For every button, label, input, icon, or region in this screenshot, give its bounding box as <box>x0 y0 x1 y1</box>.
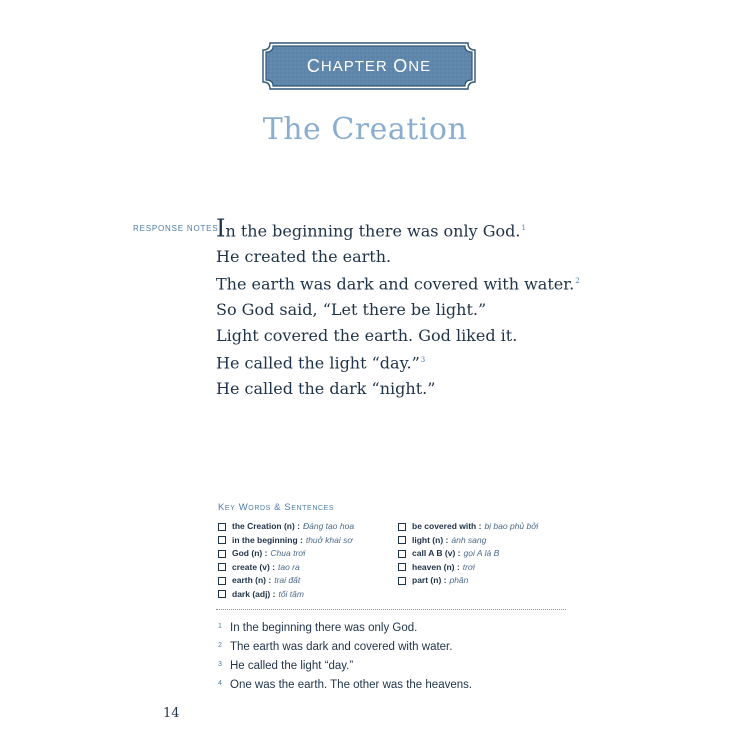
chapter-banner <box>262 42 476 90</box>
key-word-translation: tối tăm <box>278 588 304 599</box>
key-words-right-column <box>398 520 538 588</box>
footnote-number: 2 <box>218 642 222 649</box>
footnote-marker: 1 <box>521 224 526 232</box>
key-word-term: create (v) : <box>232 561 275 572</box>
footnote-text: The earth was dark and covered with water. <box>230 641 453 653</box>
checkbox[interactable] <box>218 563 226 571</box>
key-word-term: light (n) : <box>412 534 449 545</box>
footnote-text: One was the earth. The other was the heavens. <box>230 679 473 691</box>
chapter-initial-2: O <box>393 55 409 76</box>
checkbox[interactable] <box>398 577 406 585</box>
key-word-term: be covered with : <box>412 521 482 531</box>
passage-line <box>216 244 596 270</box>
footnote-marker: 2 <box>575 277 580 286</box>
passage-line-text: n the beginning there was only God. <box>225 221 521 241</box>
footnote-marker: 3 <box>420 356 426 365</box>
footnote-text: In the beginning there was only God. <box>230 622 418 634</box>
chapter-word-2: NE <box>408 57 432 75</box>
checkbox[interactable] <box>398 550 406 558</box>
passage-line-text: Light covered the earth. God liked it. <box>216 325 518 345</box>
chapter-initial-1: C <box>306 55 321 76</box>
key-word-item <box>218 574 354 588</box>
passage-line <box>216 297 596 323</box>
key-word-translation: thuở khai sơ <box>305 534 353 545</box>
footnote-number: 1 <box>218 623 222 630</box>
response-notes-label: RESPONSE NOTES <box>133 224 219 233</box>
key-word-item <box>218 561 354 575</box>
footnotes <box>218 619 472 695</box>
key-word-item <box>398 574 538 588</box>
key-word-item <box>398 561 538 575</box>
key-words-heading: Key Words & Sentences <box>218 502 335 513</box>
page-number: 14 <box>163 706 180 721</box>
footnote-item <box>218 657 472 676</box>
passage-line-text: He called the dark “night.” <box>216 378 436 398</box>
dotted-divider <box>216 609 566 610</box>
passage-line-text: He created the earth. <box>216 246 392 266</box>
passage-line-text: The earth was dark and covered with water. <box>216 274 575 294</box>
footnote-item <box>218 619 472 638</box>
drop-cap: I <box>216 214 226 243</box>
key-word-term: dark (adj) : <box>232 588 276 599</box>
passage-line <box>216 269 596 297</box>
passage-line-text: He called the light “day.” <box>216 353 420 373</box>
footnote-item <box>218 638 472 657</box>
checkbox[interactable] <box>398 523 406 531</box>
key-word-term: part (n) : <box>412 575 447 585</box>
key-word-translation: ánh sang <box>451 534 487 545</box>
checkbox[interactable] <box>398 563 406 571</box>
checkbox[interactable] <box>218 590 226 598</box>
passage-line <box>216 348 596 376</box>
story-passage <box>216 216 596 401</box>
key-word-item <box>218 547 354 561</box>
key-word-translation: trơi <box>462 561 475 572</box>
footnote-number: 3 <box>218 661 222 668</box>
key-words-left-column <box>218 520 354 601</box>
passage-line <box>216 216 596 244</box>
footnote-item <box>218 676 472 695</box>
passage-line-text: So God said, “Let there be light.” <box>216 300 487 320</box>
key-word-item <box>398 534 538 548</box>
key-word-term: heaven (n) : <box>412 561 460 572</box>
key-word-item <box>218 588 354 602</box>
key-word-term: the Creation (n) : <box>232 521 300 531</box>
chapter-word-1: HAPTER <box>320 57 388 75</box>
key-word-term: in the beginning : <box>232 534 303 545</box>
key-word-item <box>218 520 354 534</box>
passage-line <box>216 323 596 349</box>
checkbox[interactable] <box>218 523 226 531</box>
key-word-translation: gọi A là B <box>463 548 500 558</box>
checkbox[interactable] <box>398 536 406 544</box>
passage-line <box>216 376 596 402</box>
checkbox[interactable] <box>218 577 226 585</box>
key-word-translation: phân <box>449 575 469 585</box>
key-word-term: call A B (v) : <box>412 548 461 558</box>
checkbox[interactable] <box>218 536 226 544</box>
footnote-text: He called the light “day.” <box>230 660 354 672</box>
key-word-item <box>218 534 354 548</box>
footnote-number: 4 <box>218 680 222 687</box>
key-word-translation: tao ra <box>278 561 300 572</box>
key-word-translation: Chua trơi <box>270 548 306 558</box>
key-word-translation: Đáng tạo hoa <box>303 521 355 531</box>
key-word-item <box>398 520 538 534</box>
page-title: The Creation <box>262 112 468 147</box>
key-word-translation: bị bao phủ bởi <box>484 521 539 531</box>
chapter-label <box>262 42 476 90</box>
key-word-item <box>398 547 538 561</box>
key-word-translation: trai đất <box>274 575 301 585</box>
key-word-term: earth (n) : <box>232 575 272 585</box>
checkbox[interactable] <box>218 550 226 558</box>
key-word-term: God (n) : <box>232 548 268 558</box>
